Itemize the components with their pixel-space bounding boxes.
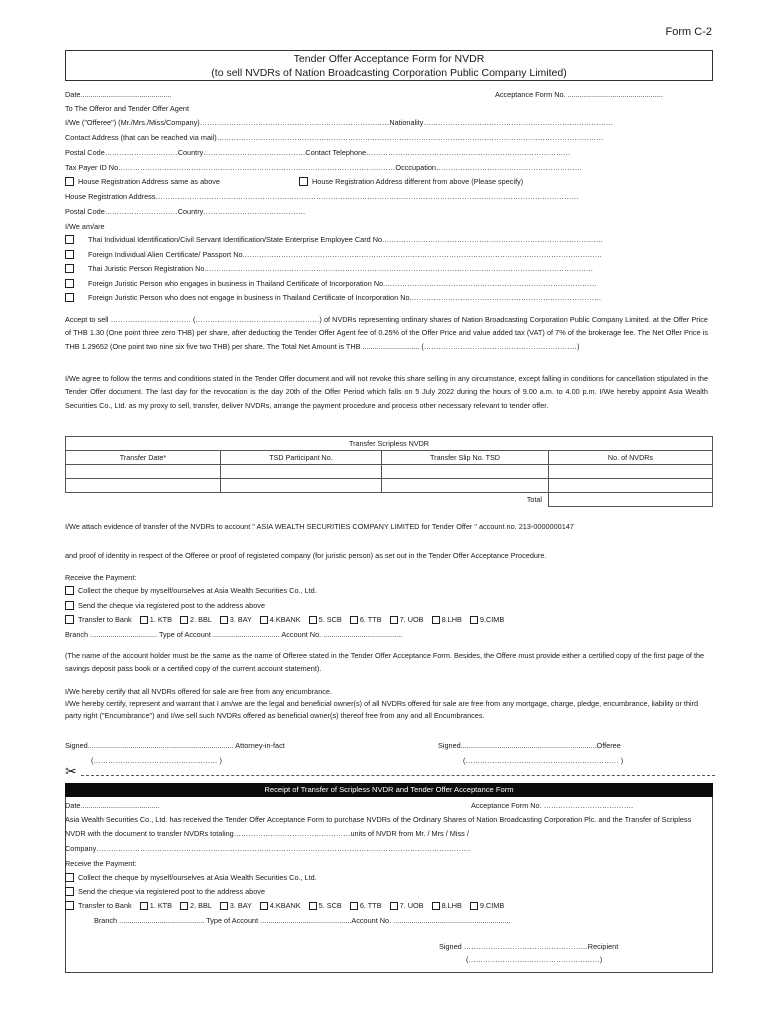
id-option-row [65, 234, 715, 246]
table-cell[interactable] [66, 465, 221, 479]
bank-label: 8.LHB [441, 901, 462, 910]
pay-collect-row [65, 585, 715, 597]
table-total-row [66, 493, 713, 507]
table-row [66, 479, 713, 493]
receipt-title: Receipt of Transfer of Scripless NVDR and Tender Offer Acceptance Form [65, 783, 713, 797]
table-cell[interactable] [549, 479, 713, 493]
house-diff-label: House Registration Address different from above (Please specify) [312, 177, 524, 186]
bank-checkbox[interactable] [309, 902, 317, 910]
house-registration-field[interactable]: House Registration Address………………………………………………………………………………………………………………………………………………………… [65, 192, 579, 201]
pay-post-row [65, 600, 715, 612]
bank-checkbox[interactable] [180, 616, 188, 624]
proof-paragraph: and proof of identity in respect of the Offeree or proof of registered company (for juristic person) as set out in the Tender Offer Acceptance Procedure. [65, 551, 547, 560]
certify-warrant: I/We hereby certify, represent and warrant that I am/we are the legal and beneficial owner(s) of all NVDRs offered for sale are free from any mortgage, charge, pledge, encumbrance, liability or third party right ("Encumbrance") and I/we sell such NVDRs offered as beneficial owner(s) thereof free from any and all Encumbrances. [65, 699, 699, 720]
pay-post-checkbox[interactable] [65, 601, 74, 610]
offeree-name-sign-field[interactable]: (……………………………………………………… ) [463, 756, 624, 765]
id-option-checkbox[interactable] [65, 250, 74, 259]
pay-collect-label: Collect the cheque by myself/ourselves at Asia Wealth Securities Co., Ltd. [78, 586, 317, 595]
receipt-post-label: Send the cheque via registered post to the address above [78, 887, 266, 896]
bank-label: 2. BBL [190, 901, 212, 910]
bank-checkbox[interactable] [140, 616, 148, 624]
id-option-label: Foreign Juristic Person who does not engage in business in Thailand Certificate of Incorporation No.…………………………………………………………………… [88, 293, 602, 302]
transfer-table [65, 436, 713, 507]
id-option-label: Foreign Juristic Person who engages in business in Thailand Certificate of Incorporation No.…………………………………………………………………………… [88, 279, 597, 288]
signature-row [65, 740, 715, 752]
to-line: To The Offeror and Tender Offer Agent [65, 104, 189, 113]
transfer-table-header: No. of NVDRs [549, 451, 713, 465]
bank-label: 5. SCB [318, 615, 342, 624]
id-option-label: Thai Individual Identification/Civil Servant Identification/State Enterprise Employee Card No.……………………………………………………………………………… [88, 235, 603, 244]
bank-checkbox[interactable] [260, 902, 268, 910]
pay-bank-row [65, 614, 715, 626]
receipt-paragraph: Asia Wealth Securities Co., Ltd. has received the Tender Offer Acceptance Form to purchase NVDRs of the Ordinary Shares of Nation Broadcasting Corporation Plc. and the Transfer of Scripless NVDR with the document to transfer NVDRs totaling…………………………………………units of NVDR from Mr. / Mrs / Miss / Company………………………………………………………………………………………………………………………………………. [65, 815, 692, 853]
bank-label: 1. KTB [149, 615, 173, 624]
offeree-name-field[interactable]: I/We ("Offeree") (Mr./Mrs./Miss/Company)……………………………………………………………………Nationality…………………………………………………………………… [65, 118, 614, 127]
receive-payment-label: Receive the Payment: [65, 573, 137, 582]
date-row [65, 89, 715, 101]
id-option-row [65, 249, 715, 261]
id-option-row [65, 292, 715, 304]
pay-collect-checkbox[interactable] [65, 586, 74, 595]
transfer-table-header: Transfer Date* [66, 451, 221, 465]
scissors-icon: ✂ [65, 763, 77, 779]
pay-bank-checkbox[interactable] [65, 615, 74, 624]
bank-checkbox[interactable] [220, 902, 228, 910]
bank-checkbox[interactable] [390, 616, 398, 624]
receipt-post-row [65, 886, 265, 898]
bank-checkbox[interactable] [260, 616, 268, 624]
id-option-row [65, 278, 715, 290]
receipt-acceptance-no-field[interactable]: Acceptance Form No. ………………………………. [471, 801, 634, 810]
receipt-date-field[interactable]: Date....................................... [65, 801, 160, 810]
transfer-table-header: Transfer Slip No. TSD [382, 451, 549, 465]
form-title-line2: (to sell NVDRs of Nation Broadcasting Corporation Public Company Limited) [211, 67, 567, 79]
bank-label: 4.KBANK [269, 615, 301, 624]
form-code: Form C-2 [665, 26, 712, 38]
receipt-collect-row [65, 872, 317, 884]
form-title-box [65, 50, 713, 81]
form-title-line1: Tender Offer Acceptance Form for NVDR [293, 53, 485, 65]
table-cell[interactable] [221, 465, 382, 479]
bank-label: 2. BBL [190, 615, 212, 624]
receipt-bank-row [65, 900, 504, 912]
bank-checkbox[interactable] [140, 902, 148, 910]
transfer-table-caption: Transfer Scripless NVDR [66, 437, 713, 451]
table-row [66, 465, 713, 479]
receipt-recipient-name-field[interactable]: (………………………………………………) [466, 955, 603, 964]
bank-label: 4.KBANK [269, 901, 301, 910]
house-registration-options [65, 176, 715, 188]
bank-checkbox[interactable] [390, 902, 398, 910]
attach-paragraph: I/We attach evidence of transfer of the NVDRs to account " ASIA WEALTH SECURITIES COMPANY LIMITED for Tender Offer " account no. 213-0000000147 [65, 522, 574, 531]
receipt-signed-field[interactable]: Signed ……………………………………………Recipient [439, 942, 619, 951]
bank-checkbox[interactable] [180, 902, 188, 910]
table-cell[interactable] [549, 465, 713, 479]
id-option-row [65, 263, 715, 275]
attorney-name-field[interactable]: (…………………………………………… ) [91, 756, 222, 765]
receipt-bank-label: Transfer to Bank [78, 901, 132, 910]
bank-label: 7. UOB [399, 901, 424, 910]
receipt-post-checkbox[interactable] [65, 887, 74, 896]
id-option-label: Thai Juristic Person Registration No.…………………………………………………………………………………………………………………………………………… [88, 264, 594, 273]
pay-bank-label: Transfer to Bank [78, 615, 132, 624]
bank-label: 9.CIMB [479, 901, 505, 910]
bank-label: 7. UOB [399, 615, 424, 624]
dashed-divider [81, 775, 715, 776]
pay-post-label: Send the cheque via registered post to the address above [78, 601, 266, 610]
table-cell[interactable] [221, 479, 382, 493]
receipt-receive-payment-label: Receive the Payment: [65, 859, 137, 868]
agree-paragraph: I/We agree to follow the terms and conditions stated in the Tender Offer document and will not revoke this share selling in any circumstance, except falling in conditions for cancellation stipulated in the Tender Offer document. The last day for the revocation is the day 20th of the Offer Period which falls on 5 July 2022 during the hours of 9.00 a.m. to 4.00 p.m. I/We hereby appoint Asia Wealth Securities Co., Ltd. as my proxy to sell, transfer, deliver NVDRs, arrange the payment procedure and process other necessary relevant to tender offer. [65, 374, 708, 410]
bank-label: 6. TTB [359, 901, 382, 910]
sign-offeree-field[interactable]: Signed...................................................................Offeree [438, 741, 621, 750]
contact-address-field[interactable]: Contact Address (that can be reached via mail)…………………………………………………………………………………………………………………………………………… [65, 133, 604, 142]
transfer-table-header: TSD Participant No. [221, 451, 382, 465]
tax-occupation-field[interactable]: Tax Payer ID No……………………………………………………………………………………………………Occcupation…………………………………………………… [65, 163, 582, 172]
table-cell[interactable] [66, 479, 221, 493]
bank-checkbox[interactable] [470, 902, 478, 910]
bank-label: 8.LHB [441, 615, 462, 624]
house-diff-checkbox[interactable] [299, 177, 308, 186]
table-cell[interactable] [382, 465, 549, 479]
receipt-branch-account-field[interactable]: Branch .......................................... Type of Account .............................................Account No. .......................................................... [94, 916, 511, 925]
total-cell[interactable] [549, 493, 713, 507]
bank-checkbox[interactable] [350, 616, 358, 624]
bank-label: 3. BAY [229, 901, 252, 910]
accept-paragraph: Accept to sell …………………………… (……………………………………………) of NVDRs representing ordinary shares of Nation Broadcasting Corporation Public Company Limited. at the Offer Price of THB 1.30 (One point three zero THB) per share, after deducting the Tender Offer Agent fee of 0.25% of the Offer Price and value added tax (VAT) of 7% of the brokerage fee. The Net Offer Price is THB 1.29652 (One point two nine six five two THB) per share. The Total Net Amount is THB ............................ (………………………………………………………) [65, 315, 708, 351]
receipt-collect-checkbox[interactable] [65, 873, 74, 882]
house-same-label: House Registration Address same as above [78, 177, 220, 186]
postal-country-phone-field[interactable]: Postal Code…………………………Country……………………………………Contact Telephone………………………………………………………………………… [65, 148, 571, 157]
postal-country-field[interactable]: Postal Code…………………………Country…………………………………… [65, 207, 306, 216]
bank-label: 3. BAY [229, 615, 252, 624]
bank-checkbox[interactable] [432, 902, 440, 910]
house-same-checkbox[interactable] [65, 177, 74, 186]
bank-checkbox[interactable] [350, 902, 358, 910]
receipt-collect-label: Collect the cheque by myself/ourselves at Asia Wealth Securities Co., Ltd. [78, 873, 317, 882]
cut-line [65, 763, 715, 779]
id-option-checkbox[interactable] [65, 264, 74, 273]
sign-attorney-field[interactable]: Signed........................................................................ Attorney-in-fact [65, 741, 285, 750]
total-label: Total [382, 493, 549, 507]
bank-checkbox[interactable] [220, 616, 228, 624]
bank-label: 1. KTB [149, 901, 173, 910]
id-option-checkbox[interactable] [65, 293, 74, 302]
date-field[interactable]: Date............................................. [65, 90, 172, 99]
table-cell[interactable] [382, 479, 549, 493]
bank-checkbox[interactable] [309, 616, 317, 624]
bank-label: 6. TTB [359, 615, 382, 624]
id-option-label: Foreign Individual Alien Certificate/ Passport No.………………………………………………………………………………………………………………………………… [88, 250, 603, 259]
branch-account-field[interactable]: Branch ................................. Type of Account ................................. Account No. ....................................... [65, 630, 403, 639]
bank-label: 9.CIMB [479, 615, 505, 624]
id-option-checkbox[interactable] [65, 235, 74, 244]
iwe-amare-label: I/We am/are [65, 222, 105, 231]
acceptance-no-field[interactable]: Acceptance Form No. ............................................... [495, 90, 663, 99]
bank-label: 5. SCB [318, 901, 342, 910]
receipt-bank-checkbox[interactable] [65, 901, 74, 910]
id-option-checkbox[interactable] [65, 279, 74, 288]
bank-checkbox[interactable] [470, 616, 478, 624]
signature-name-row [65, 755, 715, 767]
note-paragraph: (The name of the account holder must be the same as the name of Offeree stated in the Tender Offer Acceptance Form. Besides, the Offere must provide either a certified copy of the first page of the savings deposit pass book or a certified copy of the current account statement). [65, 651, 705, 674]
certify-free: I/We hereby certify that all NVDRs offered for sale are free from any encumbrance. [65, 687, 332, 696]
bank-checkbox[interactable] [432, 616, 440, 624]
